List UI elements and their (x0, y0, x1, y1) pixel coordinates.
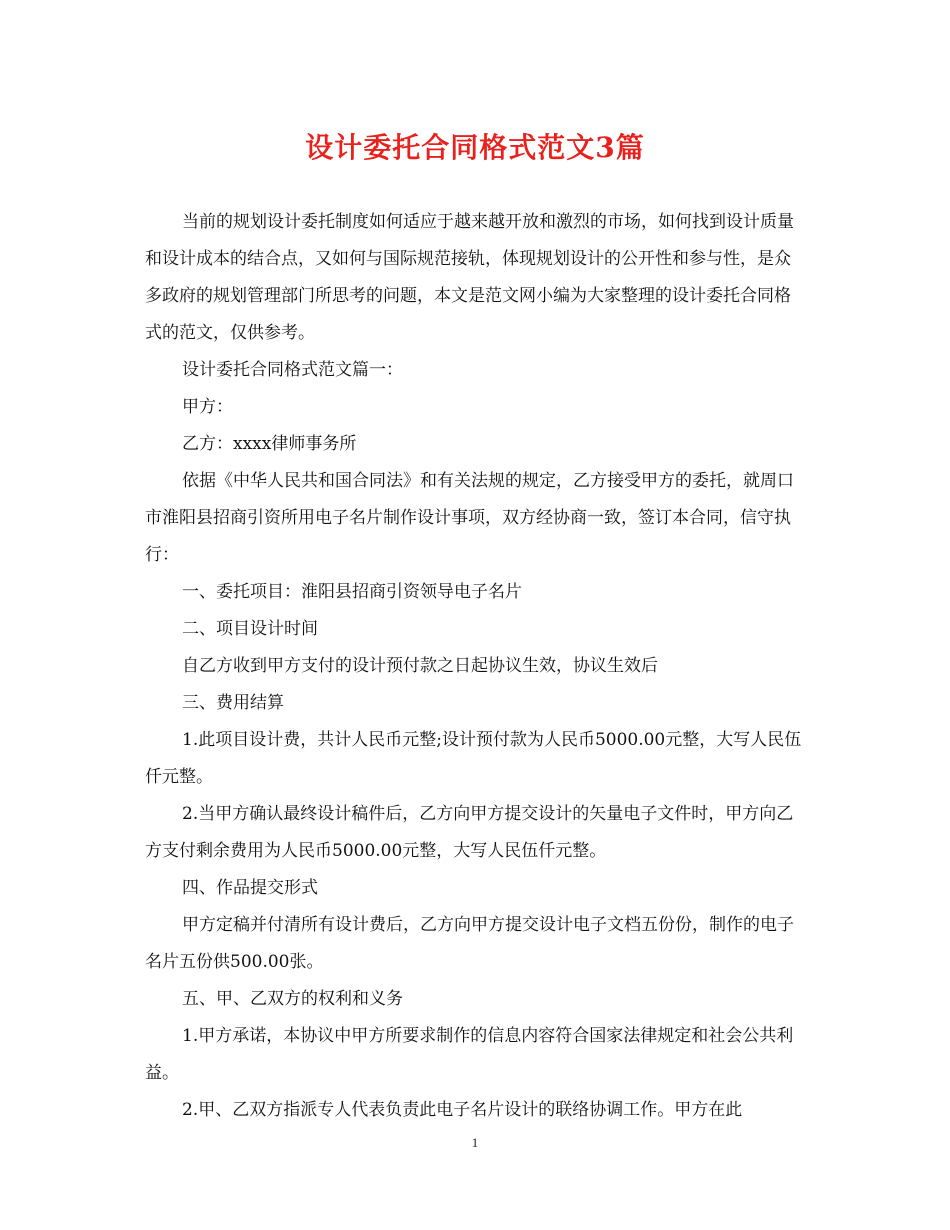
paragraph-intro: 当前的规划设计委托制度如何适应于越来越开放和激烈的市场，如何找到设计质量和设计成本的结合点，又如何与国际规范接轨，体现规划设计的公开性和参与性，是众多政府的规划管理部门所思考的问题，本文是范文网小编为大家整理的设计委托合同格式的范文，仅供参考。 (145, 212, 794, 343)
page-number: 1 (471, 1135, 479, 1150)
paragraph-party-b: 乙方：xxxx律师事务所 (182, 434, 357, 454)
paragraph-item-3: 三、费用结算 (182, 693, 284, 713)
paragraph-section-heading: 设计委托合同格式范文篇一： (182, 360, 403, 380)
paragraph-basis: 依据《中华人民共和国合同法》和有关法规的规定，乙方接受甲方的委托，就周口市淮阳县招商引资所用电子名片制作设计事项，双方经协商一致，签订本合同，信守执行： (145, 471, 794, 565)
paragraph-item-4: 四、作品提交形式 (182, 878, 318, 898)
paragraph-item-5: 五、甲、乙双方的权利和义务 (182, 989, 403, 1009)
paragraph-fee-1: 1.此项目设计费，共计人民币元整;设计预付款为人民币5000.00元整，大写人民伍仟元整。 (145, 730, 802, 787)
paragraph-fee-2: 2.当甲方确认最终设计稿件后，乙方向甲方提交设计的矢量电子文件时，甲方向乙方支付剩余费用为人民币5000.00元整，大写人民伍仟元整。 (145, 804, 794, 861)
paragraph-rights-2: 2.甲、乙双方指派专人代表负责此电子名片设计的联络协调工作。甲方在此 (182, 1100, 743, 1120)
paragraph-delivery: 甲方定稿并付清所有设计费后，乙方向甲方提交设计电子文档五份份，制作的电子名片五份供500.00张。 (145, 915, 794, 972)
paragraph-party-a: 甲方： (182, 397, 233, 417)
document-title: 设计委托合同格式范文3篇 (305, 131, 645, 164)
document-body (145, 204, 805, 1129)
paragraph-item-1: 一、委托项目：淮阳县招商引资领导电子名片 (182, 582, 522, 602)
paragraph-rights-1: 1.甲方承诺，本协议中甲方所要求制作的信息内容符合国家法律规定和社会公共利益。 (145, 1026, 794, 1083)
paragraph-effective: 自乙方收到甲方支付的设计预付款之日起协议生效，协议生效后 (182, 656, 658, 676)
paragraph-item-2: 二、项目设计时间 (182, 619, 318, 639)
